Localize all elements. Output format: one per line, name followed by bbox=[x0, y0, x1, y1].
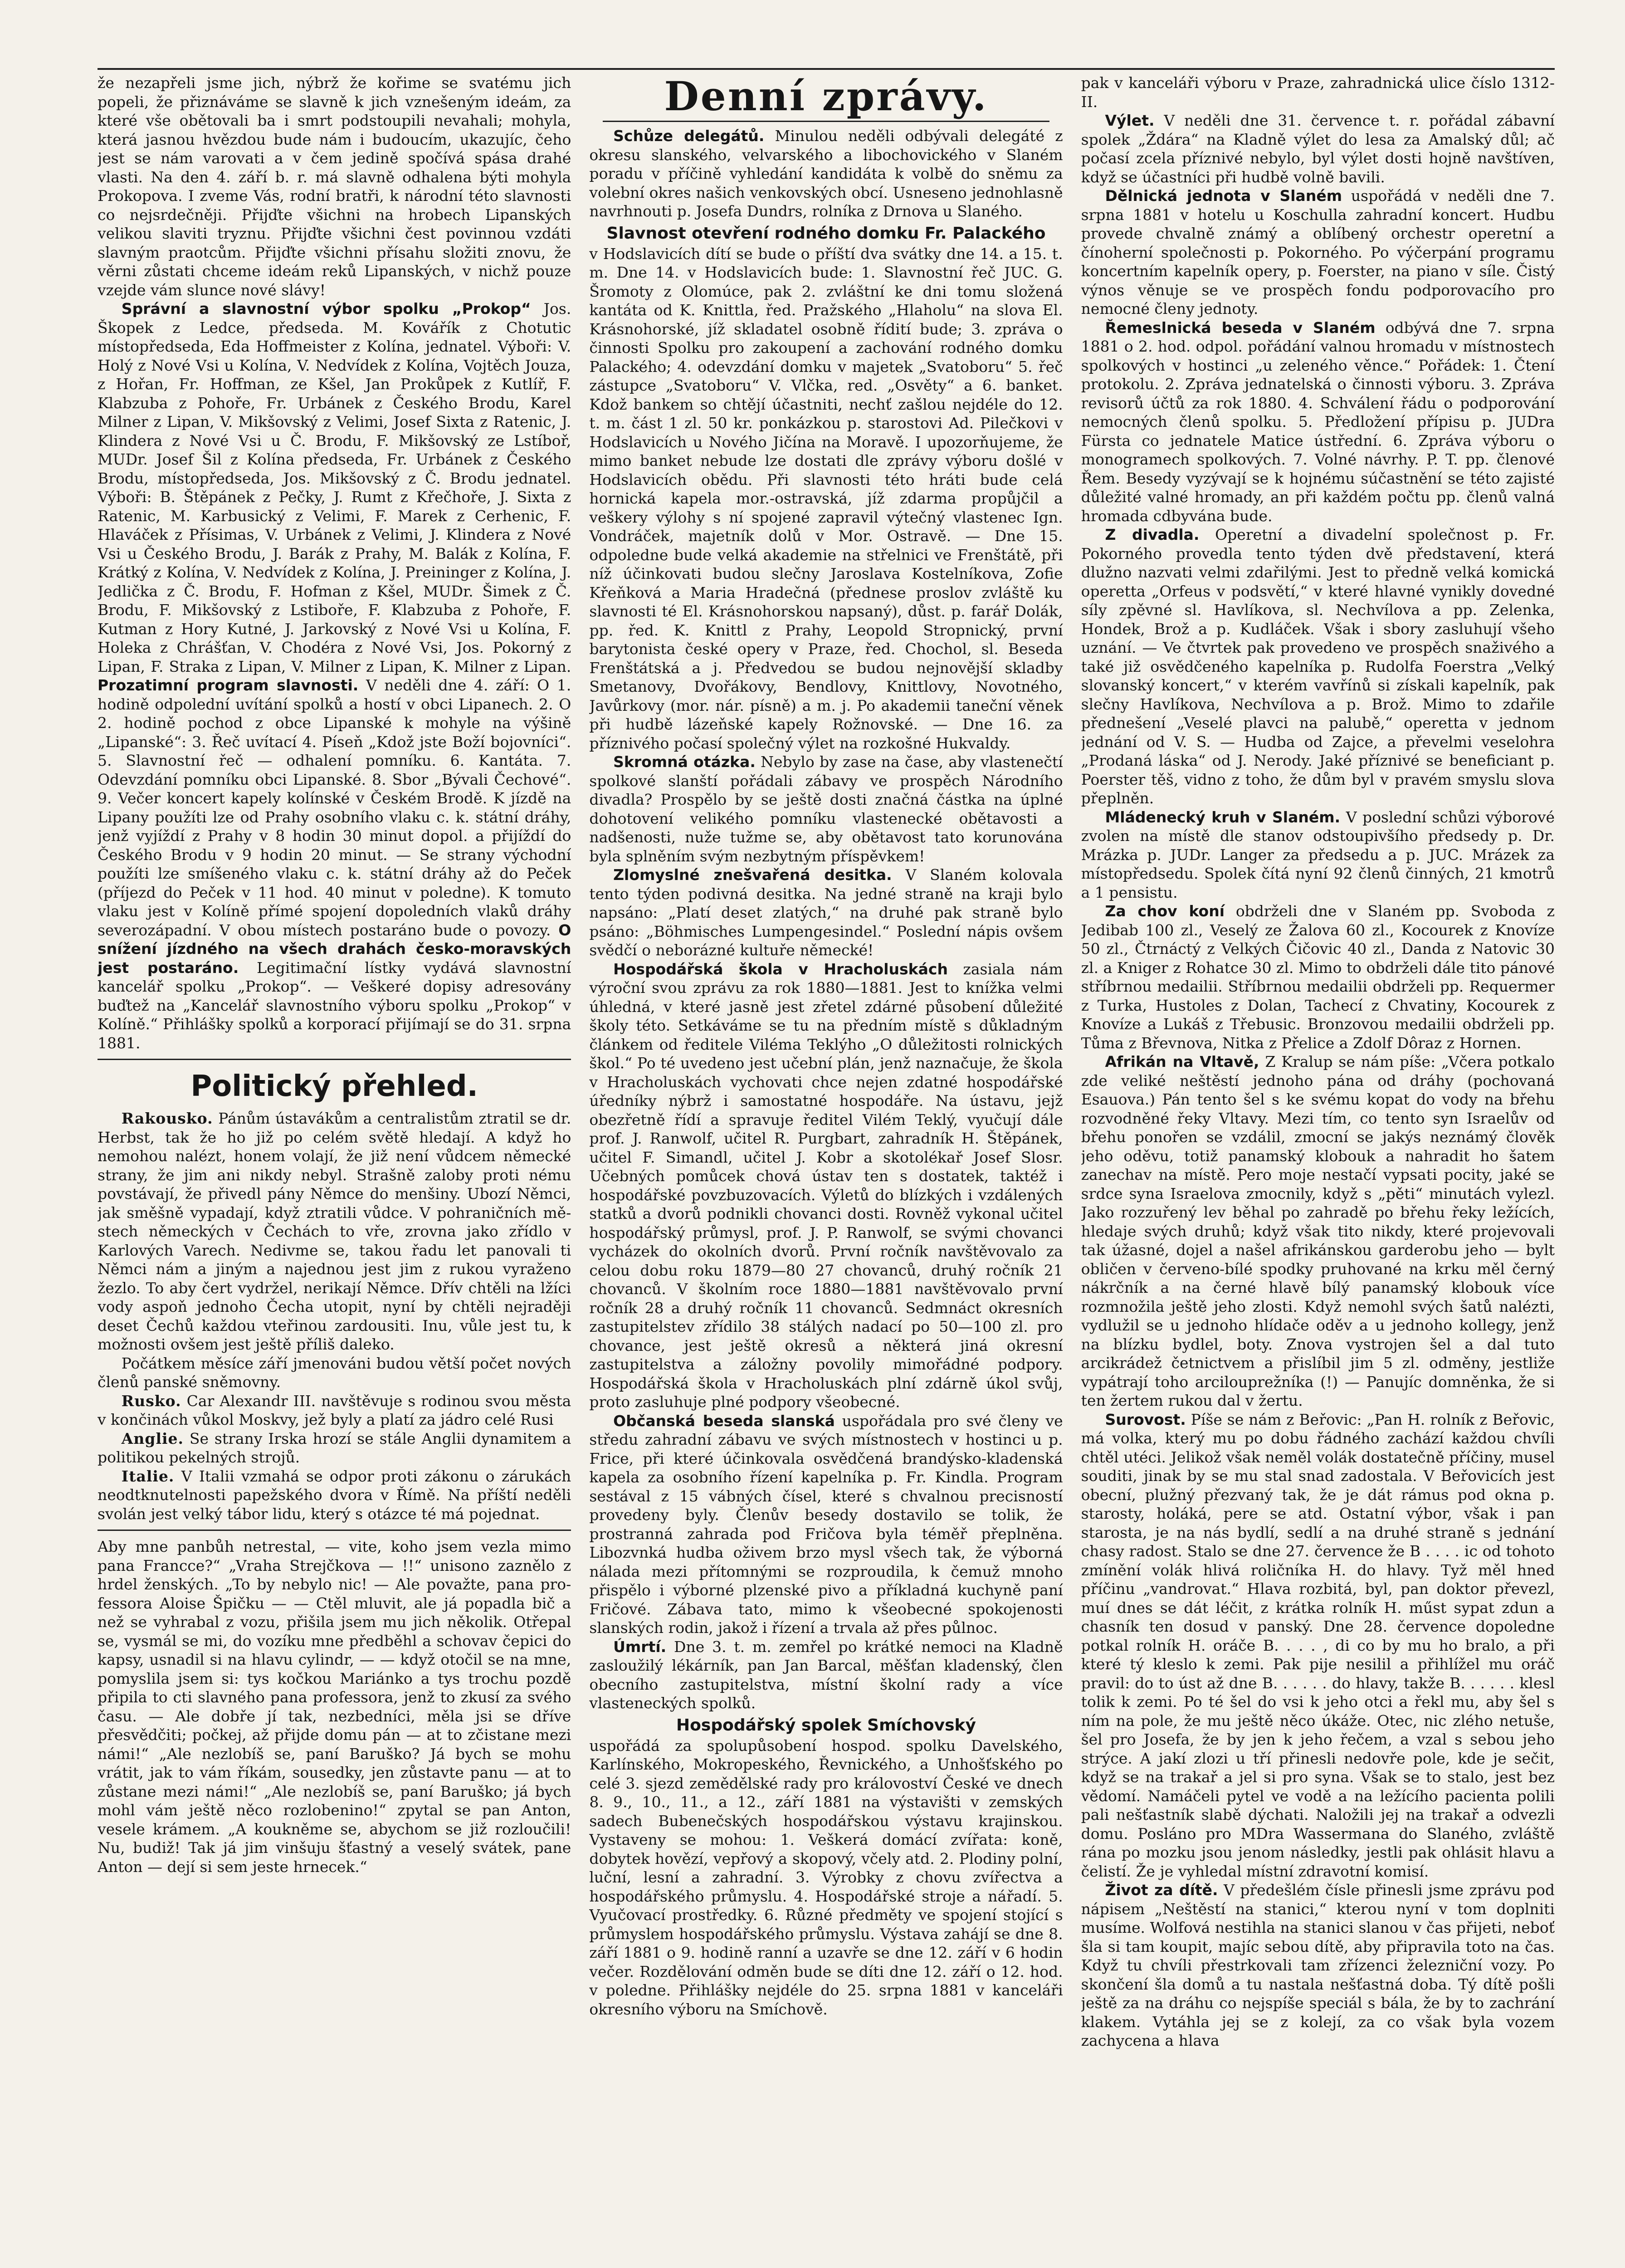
heading-otazka: Skromná otázka. bbox=[613, 753, 756, 771]
columns bbox=[98, 73, 1555, 2268]
heading-vylet: Výlet. bbox=[1105, 112, 1155, 129]
text-rakousko: Pánům ústavákům a centralistům ztratil se dr. Herbst, tak že ho již po celém světě hledají. A když ho nemohou nalézt, honem volají, že již není vůdcem německé strany, že jim ani nikdy nebyl. Strašně zaloby proti nému povstávají, že přivedl pány Němce do menšiny. Ubozí Němci, jak směšně vypadají, když ztratili vůdce. V pohraničních městech německých v Čechách to vře, zrovna jako zřídlo v Karlových Varech. Nedivme se, takou řadu let panovali ti Němci nám a jiným a najednou jest jim z rukou vyraženo žezlo. To aby čert vydržel, nerikají Němce. Dřív chtěli na lžíci vody aspoň jednoho Čecha utopit, nyní by chtěli nejraději deset Čechů každou vteřinou zardousiti. Inu, vůle jest tu, k možnosti ovšem jest ještě příliš daleko. bbox=[98, 1110, 571, 1353]
heading-palacky: Slavnost otevření rodného domku Fr. Palackého bbox=[606, 224, 1046, 243]
text-snemovna: Počátkem měsíce září jmenováni budou větší počet nových členů panské sněmovny. bbox=[98, 1354, 571, 1391]
top-rule bbox=[98, 68, 1555, 70]
heading-schuze: Schůze delegátů. bbox=[613, 127, 765, 145]
heading-program: Prozatimní program slavnosti. bbox=[98, 676, 359, 694]
text-palacky: v Hodslavicích dítí se bude o příští dva svátky dne 14. a 15. t. m. Dne 14. v Hodslavicích bude: 1. Slavnostní řeč JUC. G. Šromoty z Olomúce, pak 2. zvláštní ke dni tomu složená kantáta od K. Knittla, řed. Pražského „Hlaholu“ na slova El. Krásnohorské, jíž skladatel osobně řídití bude; 3. zpráva o činnosti Spolku pro zakoupení a zachování rodného domku Palackého; 4. odevzdání domku v majetek „Svatoboru“ 5. řeč zástupce „Svatoboru“ V. Vlčka, red. „Osvěty“ a 6. banket. Kdož bankem so chtějí účastniti, nechť zašlou nejdéle do 12. t. m. část 1 zl. 50 kr. ponkázkou p. starostovi Ad. Pilečkovi v Hodslavicích u Nového Jičína na Moravě. I upozorňujeme, že mimo banket nebude lze dostati dle zprávy výboru došlé v Hodslavicích obědu. Při slavnosti této hráti bude celá hornická kapela mor.-ostravská, jíž zdarma propůjčil a veškery výlohy s ní spojené zapravil výtečný vlastenec Ign. Vondráček, majetník dolů v Mor. Ostravě. — Dne 15. odpoledne bude velká akademie na střelnici ve Frenštátě, při níž účinkovati budou slečny Jaroslava Kostelníkova, Zofie Křeňková a Maria Hradečná (přednese proslov zvláště ku slavnosti té El. Krásnohorskou napsaný), důst. p. farář Dolák, pp. řed. K. Knittl z Prahy, Leopold Stropnický, první barytonista české opery v Praze, řed. Chochol, sl. Beseda Frenštátská a j. Předvedou se budou nejnovější skladby Smetanovy, Dvořákovy, Bendlovy, Knittlovy, Novotného, Javůrkovy (mor. nár. písně) a m. j. Po akademii taneční věnek při hudbě lázeňské kapely Rožnovské. — Dne 16. za příznivého počasí společný výlet na rozkošné Hukvaldy. bbox=[589, 244, 1063, 752]
heading-smichov: Hospodářský spolek Smíchovský bbox=[676, 1716, 976, 1735]
country-italie: Italie. bbox=[121, 1467, 175, 1485]
text-otazka: Nebylo by zase na čase, aby vlastenečtí spolkové slanští pořádali zábavy ve prospěch Národního divadla? Prospělo by se ještě dosti značná částka na úplné dohotovení velikého pomníku vlastenecké obětavosti a nadšenosti, nuže tužme se, aby obětavost tato korunována byla splněním svým nezbytným příspěvkem! bbox=[589, 753, 1063, 865]
text-continued: pak v kanceláři výboru v Praze, zahradnická ulice číslo 1312-II. bbox=[1081, 74, 1555, 111]
text-schuze: Minulou neděli odbývali delegáté z okresu slanského, velvarského a libochovického v Slaném poradu v příčině vyhledání kandidáta k volbě do sněmu za volební okres našich venkovských obcí. Usneseno jednohlasně navrhnouti p. Josefa Dundrs, rolníka z Drnova u Slaného. bbox=[589, 127, 1063, 220]
heading-desitka: Zlomyslné znešvařená desitka. bbox=[613, 866, 892, 884]
text-mladenecky: V poslední schůzi výborové zvolen na místě dle stanov odstoupivšího předsedy p. Dr. Mrázka p. JUDr. Langer za předsedu a p. JUC. Mrázek za místopředsedu. Spolek čítá nyní 92 členů činných, 21 kmotrů a 1 pensistu. bbox=[1081, 808, 1555, 901]
text-chov-koni: obdrželi dne v Slaném pp. Svoboda z Jedibab 100 zl., Veselý ze Žalova 60 zl., Kocourek z Knovíze 50 zl., Čtrnáctý z Velkých Čičovic 40 zl., Danda z Natovic 30 zl. a Kniger z Rohatce 30 zl. Mimo to obdrželi dále tito pánové stříbrnou medailii. Stříbrnou medailii obdrželi pp. Requermer z Turka, Hustoles z Dolan, Tachecí z Chvatiny, Kocourek z Knovíze a Lukáš z Třebusic. Bronzovou medailii obdrželi pp. Tůma z Břevnova, Nitka z Přelice a Zdolf Dôraz z Hornen. bbox=[1081, 902, 1555, 1052]
country-anglie: Anglie. bbox=[121, 1429, 184, 1447]
column-middle bbox=[589, 73, 1063, 2268]
heading-umrti: Úmrtí. bbox=[613, 1637, 667, 1656]
text-skola: zasiala nám výroční svou zprávu za rok 1880—1881. Jest to knížka velmi úhledná, v které jasně jest zřetel zdárné působení důležité školy této. Setkáváme se tu na předním místě s důkladným článkem od ředitele Viléma Teklýho „O důležitosti rolnických škol.“ Po té uvedeno jest učební plán, jenž naznačuje, že škola v Hracholuskách vychovati chce nejen zdatné hospodářské úředníky nýbrž i samostatné hospodáře. Na ústavu, jejž obezřetně řídí a spravuje ředitel Vilém Teklý, vyučují dále prof. J. Ranwolf, učitel R. Purgbart, zahradník H. Štěpánek, učitel F. Simandl, učitel J. Kobr a skotolékař Josef Slosr. Učebných pomůcek chová ústav ten s dostatek, taktéž i hospodářské povzbuzovacích. Výletů do blízkých i vzdálených statků a dvorů podnikli chovanci dosti. Rovněž vykonal učitel hospodářský průmysl, prof. J. P. Ranwolf, se svými chovanci vycházek do okolních dvorů. První ročník navštěvovalo za celou dobu roku 1879—80 27 chovanců, druhý ročník 21 chovanců. V školním roce 1880—1881 navštěvovalo první ročník 28 a druhý ročník 11 chovanců. Sedmnáct okresních zastupitelstev zřídilo 38 stálých nadací po 50—100 zl. pro chovance, jest ještě okresů a některá jiná okresní zastupitelstva a záložny povolily mimořádné podpory. Hospodářská škola v Hracholuskách plní zdárně úkol svůj, proto zasluhuje plné podpory všeobecné. bbox=[589, 960, 1063, 1411]
text-vylet: V neděli dne 31. července t. r. pořádal zábavní spolek „Ždára“ na Kladně výlet do lesa za Amalský důl; ač počasí zcela příznivé nebylo, byl výlet dosti hojně navštíven, když se účastníci při hudbě volně bavili. bbox=[1081, 112, 1555, 186]
heading-remeslnicka: Řemeslnická beseda v Slaném bbox=[1105, 318, 1376, 337]
committee-list: Jos. Škopek z Ledce, předseda. M. Kovářík z Chotutic místopředseda, Eda Hoffmeister z Kolína, jednatel. Výboři: V. Holý z Nové Vsi u Kolína, V. Nedvídek z Kolína, Vojtěch Jouza, z Hořan, Fr. Hoffman, ze Kšel, Jan Prokůpek z Kutlíř, F. Klabzuba z Pohoře, Fr. Urbánek z Českého Brodu, Karel Milner z Lipan, V. Mikšovský z Velimi, Josef Sixta z Ratenic, J. Klindera z Nové Vsi u Č. Brodu, F. Mikšovský ze Lstíboř, MUDr. Josef Šil z Kolína předseda, Fr. Urbánek z Českého Brodu, místopředseda, Jos. Mikšovský z Č. Brodu jednatel. Výboři: B. Štěpánek z Pečky, J. Rumt z Křečhoře, J. Sixta z Ratenic, M. Karbusický z Velimi, F. Marek z Cerhenic, F. Hlaváček z Přísimas, V. Urbánek z Velimi, J. Klindera z Nové Vsi u Českého Brodu, J. Barák z Prahy, M. Balák z Kolína, F. Krátký z Kolína, V. Nedvídek z Kolína, J. Preininger z Kolína, J. Jedlička z Č. Brodu, F. Hofman z Kšel, MUDr. Šimek z Č. Brodu, F. Mikšovský z Lstiboře, F. Klabzuba z Pohoře, F. Kutman z Hory Kutné, J. Jarkovský z Nové Vsi u Kolína, F. Holeka z Chrášťan, V. Chodéra z Nové Vsi, Jos. Pokorný z Lipan, F. Straka z Lipan, V. Milner z Lipan, K. Milner z Lipan. bbox=[98, 300, 571, 675]
text-surovost: Píše se nám z Beřovic: „Pan H. rolník z Beřovic, má volka, který mu po dobu řádného zachází každou chvíli chtěl utéci. Jelikož však neměl volák dostatečně příčiny, musel souditi, jinak by se mu stal snad zadostala. V Beřovicích jest obecní, plužný přezvaný tak, že je dát rámus pod okna p. starosty, holáká, pere se atd. Ostatní výbor, však i pan starosta, je na nás bydlí, sedlí a na druhé straně s jednání chasy radost. Stalo se dne 27. července že B . . . . ic od tohoto zmínění volák hlivá roličníka H. do hlavy. Tyž měl hned příčinu „vandrovat.“ Hlava rozbitá, byl, pan doktor převezl, muí dnes se dát léčit, z krátka rolník H. műst sypat zdun a chasník ten dosud v panský. Dne 28. července dopoledne potkal rolník H. oráče B. . . . , di co by mu ho bralo, a při které tý kleslo k zemi. Pak pije nesilil a přihlížel mu oráč pravil: do to úst až dne B. . . . . . do hlavy, takže B. . . . . . klesl tolik k zemi. Po té šel do vsi k jeho otci a řekl mu, aby šel s ním na pole, že mu ještě něco úkáže. Otec, nic zlého netuše, šel pro Josefa, že by jen k jeho řečem, a vzal s sebou jeho strýce. A jakí zlozi u tří přinesli nedovře pole, kde je sečit, když se na trakař a jel si pro syna. Však se to stalo, jest bez vědomí. Namáčeli pytel ve vodě a na ležícího pacienta polili pali nešťastník slabě dýchati. Naložili jej na trakař a odvezli domu. Posláno pro MDra Wassermana do Slaného, zvláště rána po mozku jsou jenom následky, jestli pak ohlásit hlavu a čelistí. Že je vyhledal místní zdravotní komisí. bbox=[1081, 1410, 1555, 1880]
heading-divadlo: Z divadla. bbox=[1105, 526, 1200, 543]
text-anglie: Se strany Irska hrozí se stále Anglii dynamitem a politikou pekelných strojů. bbox=[98, 1429, 571, 1466]
heading-afrikan: Afrikán na Vltavě, bbox=[1105, 1053, 1259, 1070]
text-beseda: uspořádala pro své členy ve středu zahradní zábavu ve svých místnostech v hostinci u p. Frice, při které účinkovala osvědčená brandýsko-kladenská kapela za osobního řízení kapelníka p. Fr. Kindla. Program sestával z 15 vábných čísel, které s chvalnou precisností provedeny byly. Členův besedy dostavilo se tolik, že prostranná zahrada pod Fričova byla téměř přeplněna. Libozvnká hudba oživem brzo mysl všech tak, že výborná nálada mezi přítomnými se rozproudila, k čemuž mnoho přispělo i výborné plzenské pivo a příkladná kuchyně paní Fričové. Zábava tato, mimo k všeobecné spokojenosti slanských rodin, jakož i řízení a trvala až přes půlnoc. bbox=[589, 1412, 1063, 1637]
column-right bbox=[1081, 73, 1555, 2268]
section-denni-zpravy: Denní zprávy. bbox=[664, 73, 988, 120]
text-rusko: Car Alexandr III. navštěvuje s rodinou svou města v končinách vůkol Moskvy, jež byly a platí za jádro celé Rusi bbox=[98, 1392, 571, 1428]
text-divadlo: Operetní a divadelní společnost p. Fr. Pokorného provedla tento týden dvě představení, která dlužno nazvati velmi zdařilými. Jest to předně velká komická operetta „Orfeus v podsvětí,“ v které hlavné vynikly dovedné síly zpěvné sl. Havlíkova, sl. Nechvílova a pp. Zelenka, Hondek, Brož a p. Kudláček. Však i sbory zasluhují všeho uznání. — Ve čtvrtek pak provedeno ve prospěch snaživého a také již osvědčeného kapelníka p. Rudolfa Foerstra „Velký slovanský koncert,“ v kterém vavřínů si získali kapelník, pak slečny Havlíkova, Nechvílova a p. Brož. Mimo to zdařile přednešení „Veselé plavci na palubě,“ operetta v jednom jednání od V. S. — Hudba od Zajce, a převelmi veselohra „Prodaná láska“ od J. Nerody. Jaké příznivé se beneficiant p. Poerster těš, vidno z toho, že dům byl v pravém smyslu slova přeplněn. bbox=[1081, 526, 1555, 807]
masthead-underline bbox=[603, 121, 1049, 122]
divider-feuilleton bbox=[98, 1530, 571, 1531]
heading-chov-koni: Za chov koní bbox=[1105, 902, 1225, 920]
text-smichov: uspořádá za spolupůsobení hospod. spolku Davelského, Karlínského, Mokropeského, Řevnického, a Unhošťského po celé 3. sjezd zemědělské rady pro královoství České ve dnech 8. 9., 10., 11., a 12., září 1881 na výstavišti v zemských sadech Bubenečských hospodářskou výstavu krajinskou. Vystaveny se mohou: 1. Veškerá domácí zvířata: koně, dobytek hovězí, vepřový a skopový, včely atd. 2. Plodiny polní, luční, lesní a zahradní. 3. Výrobky z chovu zvířectva a hospodářského průmyslu. 4. Hospodářské stroje a nářadí. 5. Vyučovací prostředky. 6. Různé předměty ve spojení stojící s průmyslem hospodářského průmyslu. Výstava zahájí se dne 8. září 1881 o 9. hodině ranní a uzavře se dne 12. září v 6 hodin večer. Rozdělování odměn bude se díti dne 12. září o 12. hod. v poledne. Přihlášky nejdéle do 25. srpna 1881 v kanceláři okresního výboru na Smíchově. bbox=[589, 1736, 1063, 2018]
text-italie: V Italii vzmahá se odpor proti zákonu o zárukách neodtknutelnosti papežského dvora v Římě. Na příští neděli svolán jest velký tábor lidu, který s otázce té má pojednat. bbox=[98, 1467, 571, 1523]
text-afrikan: Z Kralup se nám píše: „Včera potkalo zde veliké neštěstí jednoho pána od dráhy (pochovaná Esauova.) Pán tento šel s ke svému kopat do vody na břehu rozvodněné řeky Vltavy. Mezi tím, co tento syn Israelův od břehu ponořen se vzdálil, zmocní se jakýs neznámý člověk jeho oděvu, totiž panamský klobouk a nahradit ho šatem zanechav na místě. Pero moje nestačí vypsati pocity, jaké se srdce syna Israelova zmocnily, když s „pěti“ minutách vylezl. Jako rozzuřený lev běhal po zahradě po břehu řeky ležících, hledaje svých druhů; když však tito nikdy, které projevovali tak úžasné, dojel a našel afrikánskou garderobu jeho — bylt obličen v červeno-bílé spodky pruhované na krku měl černý nákrčník a na černé hlavě bílý panamský klobouk více rozmnožila ještě jeho zlosti. Když nemohl svých šatů nalézti, vydlužil se u jednoho hlídače oděv a u jednoho kollegy, jenž na blízku bydlel, boty. Znova vystrojen šel a dal tuto arcikrádež četnictvem a přislíbil jim 5 zl. odměny, jestliže vypátrají toho arcilouprežníka (!) — Panujíc domněnka, že si ten žertem rukou dal v žertu. bbox=[1081, 1053, 1555, 1409]
heading-mladenecky: Mládenecký kruh v Slaném. bbox=[1105, 808, 1341, 826]
heading-zivot: Život za dítě. bbox=[1105, 1881, 1218, 1899]
registration-text: Legitimační lístky vydává slavnostní kancelář spolku „Prokop“. — Veškeré dopisy adresovány buďtež na „Kancelář slavnostního výboru spolku „Prokop“ v Kolíně.“ Přihlášky spolků a korporací přijímají se do 31. srpna 1881. bbox=[98, 958, 571, 1052]
country-rakousko: Rakousko. bbox=[121, 1110, 213, 1127]
heading-beseda: Občanská beseda slanská bbox=[613, 1412, 835, 1430]
text-umrti: Dne 3. t. m. zemřel po krátké nemoci na Kladně zasloužilý lékárník, pan Jan Barcal, měšťan kladenský, člen obecního zastupitelstva, místní školní rady a více vlasteneckých spolků. bbox=[589, 1637, 1063, 1712]
text-remeslnicka: odbývá dne 7. srpna 1881 o 2. hod. odpol. pořádání valnou hromadu v místnostech spolkových v hostinci „u zeleného věnce.“ Pořádek: 1. Čtení protokolu. 2. Zpráva jednatelská o činnosti výboru. 3. Zpráva revisorů účtů za rok 1880. 4. Schválení řádu o podporování nemocných členů spolku. 5. Předložení přípisu p. JUDra Fürsta co jednatele Matice ústřední. 6. Zpráva výboru o monogramech spolkových. 7. Volné návrhy. P. T. pp. členové Řem. Besedy vyzývají se k hojnému súčastnění se této zajisté důležité valné hromady, an při každém počtu pp. členů valná hromada cdbyvána bude. bbox=[1081, 318, 1555, 525]
section-politicky-prehled: Politický přehled. bbox=[190, 1070, 478, 1103]
text-delnicka: uspořádá v neděli dne 7. srpna 1881 v hotelu u Koschulla zahradní koncert. Hudbu provede chvalně známý a oblíbený orchestr operetní a čínoherní společnosti p. Pokorného. Po výčerpání programu koncertním kapelník opery, p. Foerster, na piano v síle. Čistý výnos věnuje se ve prospěch fondu podporovacího pro nemocné členy jednoty. bbox=[1081, 187, 1555, 318]
heading-surovost: Surovost. bbox=[1105, 1410, 1186, 1428]
program-text: V neděli dne 4. září: O 1. hodině odpolední uvítání spolků a hostí v obci Lipanech. 2. O 2. hodině pochod z obce Lipanské k mohyle na výšině „Lipanské“: 3. Řeč uvítací 4. Píseň „Kdož jste Boží bojovníci“. 5. Slavnostní řeč — odhalení pomníku. 6. Kantáta. 7. Odevzdání pomníku obci Lipanské. 8. Sbor „Bývali Čechové“. 9. Večer koncert kapely kolínské v Českém Brodě. K jízdě na Lipany použíti lze od Prahy osobního vlaku c. k. státní dráhy, jenž vyjíždí z Prahy v 8 hodin 30 minut dopol. a přijíždí do Českého Brodu v 9 hodin 20 minut. — Se strany východní použíti lze smíšeného vlaku c. k. státní dráhy až do Peček (příjezd do Peček v 11 hod. 40 minut v poledne). K tomuto vlaku jest v Kolíně přímé spojení dopoledních vlaků dráhy severozápadní. V obou místech postaráno bude o povozy. bbox=[98, 676, 571, 939]
divider bbox=[98, 1059, 571, 1060]
heading-vybor: Správní a slavnostní výbor spolku „Prokop“ bbox=[121, 300, 531, 318]
article-prokop-text: že nezapřeli jsme jich, nýbrž že kořime se svatému jich popeli, že přiznáváme se slavně k jich vznešeným ideám, za které vše obětovali ba i smrt podstoupili nevahali; mohyla, která jasnou hvězdou bude nám i budoucím, ukazujíc, čeho jest se nám varovati a v čem jedině spočívá spása drahé vlasti. Na den 4. září b. r. má slavně odhalena býti mohyla Prokopova. I zveme Vás, rodní bratři, k národní této slavnosti co nejsrdečněji. Přijďte všichni na hrobech Lipanských velikou slaviti tryznu. Přijďte všichni čest povinnou vzdáti slavným praotcům. Přijďte všichni přísahu složiti znovu, že věrni zůstati chceme ideám reků Lipanských, v nichž pouze vzejde vám slunce nové slávy! bbox=[98, 74, 571, 299]
heading-delnicka: Dělnická jednota v Slaném bbox=[1105, 187, 1342, 205]
heading-sleva: O snížení jízdného na všech drahách česko-moravských jest postaráno. bbox=[98, 921, 571, 977]
country-rusko: Rusko. bbox=[121, 1392, 181, 1410]
text-zivot: V předešlém čísle přinesli jsme zprávu pod nápisem „Neštěstí na stanici,“ kterou nyní v tom doplniti musíme. Wolfová nestihla na stanici slanou v čas přijeti, neboť šla si tam koupit, majíc sebou dítě, aby připravila toto na čas. Když tu chvíli přestrkovali tam zřízenci železniční vozy. Po skončení šla domů a tu nastala nešťastná doba. Tý dítě pošli ještě za na dráhu co nejspíše speciál s bála, že by to zachrání klakem. Vytáhla jej se z kolejí, za co však byla vozem zachycena a hlava bbox=[1081, 1881, 1555, 2049]
column-left bbox=[98, 73, 571, 2268]
text-desitka: V Slaném kolovala tento týden podivná desitka. Na jedné straně na kraji bylo napsáno: „Platí deset zlatých,“ na druhé pak straně bylo psáno: „Böhmisches Lumpengesindel.“ Poslední nápis ovšem svědčí o neborázné kultuře německé! bbox=[589, 866, 1063, 959]
feuilleton-text: Aby mne panbůh netrestal, — vite, koho jsem vezla mimo pana Francce?“ „Vraha Strejčkova — !!“ unisono zaznělo z hrdel ženských. „To by nebylo nic! — Ale považte, pana professora Aloise Špičku — — Ctěl mluvit, ale já popadla bič a než se vyhrabal z vozu, přišila jsem mu jich několik. Otřepal se, vysmál se mi, do vozíku mne předběhl a schovav čepici do kapsy, usnadil si na hlavu cylindr, — — když otočil se na mne, pomyslila jsem si: tys kočkou Mariánko a tys trochu pozdě připila to cti slavného pana professora, jenž to zkusí za svého času. — Ale dobře jí tak, nezbedníci, měla jsi se dříve přesvědčiti; počkej, až přijde domu pán — at to zčistane mezi námi!“ „Ale nezlobíš se, paní Baruško? Já bych se mohu vrátit, jak to vám říkám, sousedky, jen zůstavte panu — at to zůstane mezi námi!“ „Ale nezlobíš se, paní Baruško; já bych mohl vám ještě něco rozlobenino!“ zpytal se pan Anton, vesele krámem. „A koukněme se, abychom se již rozloučili! Nu, budiž! Tak já jim vinšuju šťastný a veselý svátek, pane Anton — dejí si sem jeste hrnecek.“ bbox=[98, 1538, 571, 1876]
heading-skola: Hospodářská škola v Hracholuskách bbox=[613, 960, 948, 978]
